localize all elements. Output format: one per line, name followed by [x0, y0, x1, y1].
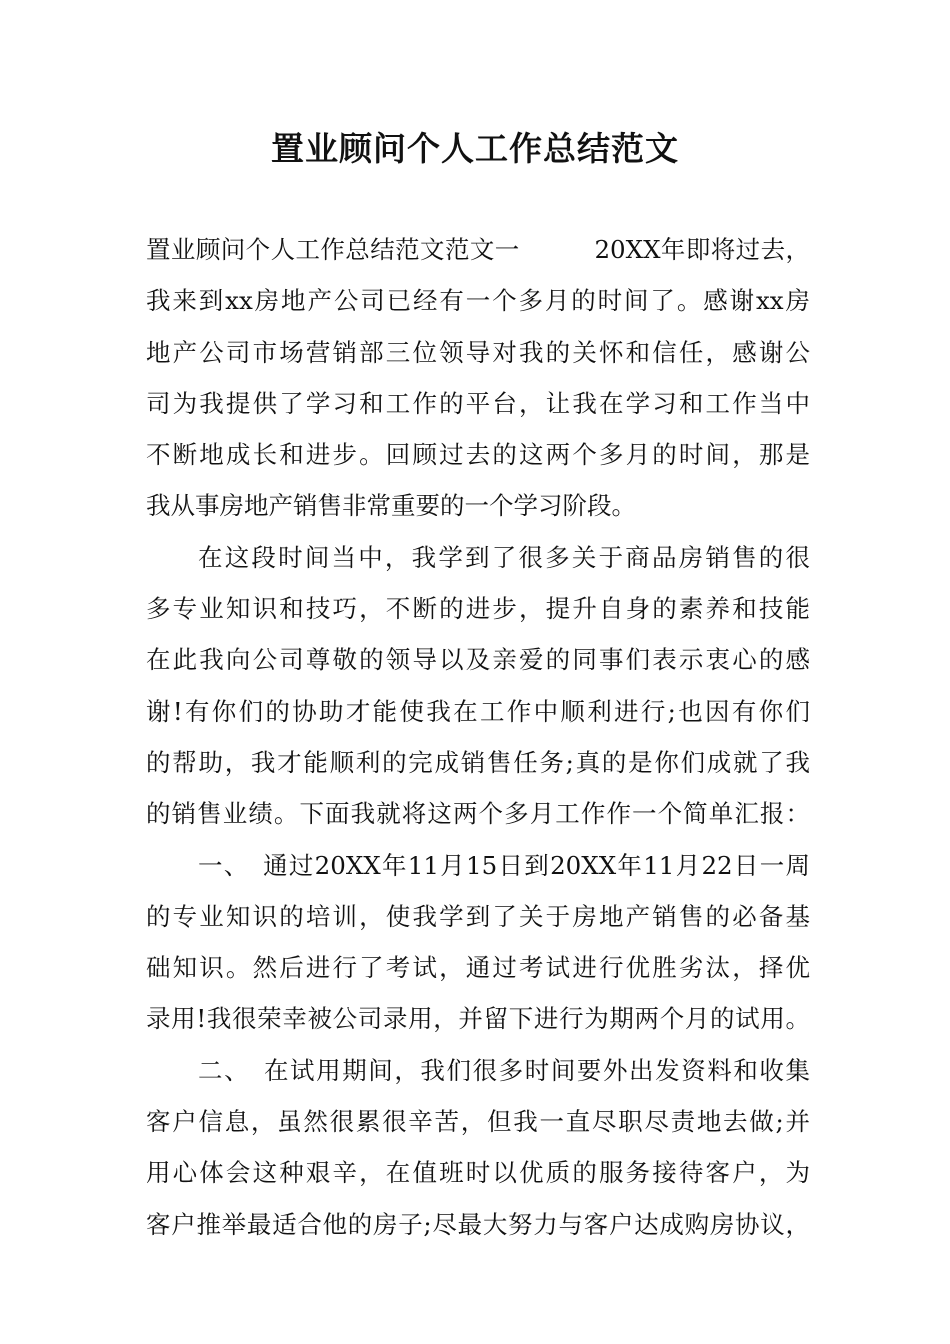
- body-line: 用心体会这种艰辛，在值班时以优质的服务接待客户，为: [146, 1158, 810, 1188]
- body-line: 多专业知识和技巧，不断的进步，提升自身的素养和技能: [146, 594, 810, 624]
- body-line: 我从事房地产销售非常重要的一个学习阶段。: [146, 491, 636, 521]
- body-line: 客户推举最适合他的房子;尽最大努力与客户达成购房协议，: [146, 1209, 810, 1239]
- body-line: 的销售业绩。下面我就将这两个多月工作作一个简单汇报：: [146, 799, 810, 829]
- list-item-one-first-line: 一、 通过20XX年11月15日到20XX年11月22日一周: [198, 850, 810, 880]
- body-line: 础知识。然后进行了考试，通过考试进行优胜劣汰，择优: [146, 953, 810, 983]
- body-line: 在此我向公司尊敬的领导以及亲爱的同事们表示衷心的感: [146, 645, 810, 675]
- body-line: 的专业知识的培训，使我学到了关于房地产销售的必备基: [146, 901, 810, 931]
- body-line: 置业顾问个人工作总结范文范文一 20XX年即将过去，: [146, 235, 810, 264]
- body-line: 我来到xx房地产公司已经有一个多月的时间了。感谢xx房: [146, 286, 810, 316]
- body-line: 客户信息，虽然很累很辛苦，但我一直尽职尽责地去做;并: [146, 1107, 810, 1137]
- body-line: 录用!我很荣幸被公司录用，并留下进行为期两个月的试用。: [146, 1004, 810, 1034]
- body-line: 司为我提供了学习和工作的平台，让我在学习和工作当中: [146, 388, 810, 418]
- document-body: [146, 224, 810, 1250]
- body-line: 不断地成长和进步。回顾过去的这两个多月的时间，那是: [146, 440, 810, 470]
- list-item-two-first-line: 二、 在试用期间，我们很多时间要外出发资料和收集: [198, 1055, 810, 1085]
- paragraph-first-line: 在这段时间当中，我学到了很多关于商品房销售的很: [198, 542, 810, 572]
- body-line: 地产公司市场营销部三位领导对我的关怀和信任，感谢公: [146, 337, 810, 367]
- document-title: 置业顾问个人工作总结范文: [271, 129, 679, 168]
- body-line: 谢!有你们的协助才能使我在工作中顺利进行;也因有你们: [146, 696, 810, 726]
- body-line: 的帮助，我才能顺利的完成销售任务;真的是你们成就了我: [146, 747, 810, 777]
